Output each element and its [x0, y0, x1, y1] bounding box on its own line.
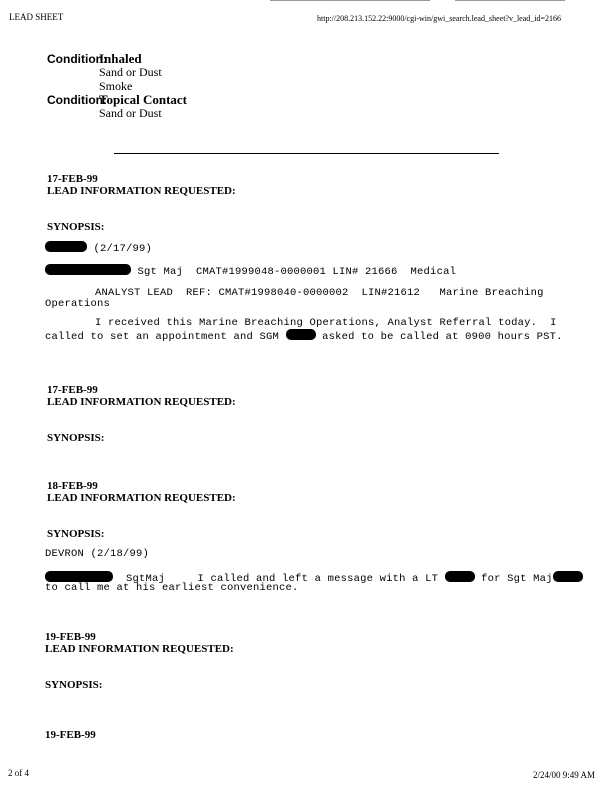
condition-name: Topical Contact	[99, 92, 187, 107]
redaction-mark	[45, 571, 113, 582]
entry-date: 17-FEB-99	[47, 384, 98, 396]
note-text: asked to be called at 0900 hours PST.	[322, 331, 563, 343]
print-timestamp: 2/24/00 9:49 AM	[533, 770, 596, 780]
redaction-mark	[286, 329, 316, 340]
note-line: I received this Marine Breaching Operations, Analyst Referral today. I	[95, 317, 557, 329]
lead-info-heading: LEAD INFORMATION REQUESTED:	[47, 396, 236, 408]
note-text: for Sgt Maj	[481, 573, 553, 585]
lead-info-heading: LEAD INFORMATION REQUESTED:	[47, 492, 236, 504]
section-divider	[114, 153, 499, 154]
note-text: SgtMaj	[126, 573, 166, 585]
lead-info-heading: LEAD INFORMATION REQUESTED:	[45, 643, 234, 655]
condition-item: Sand or Dust	[99, 65, 162, 79]
synopsis-heading: SYNOPSIS:	[47, 221, 105, 233]
redaction-mark	[45, 241, 87, 252]
note-date-line	[45, 241, 152, 255]
page-header-title: LEAD SHEET	[9, 12, 64, 22]
page-header-url: http://208.213.152.22:9000/cgi-win/gwi_search.lead_sheet?v_lead_id=2166	[317, 14, 562, 23]
synopsis-heading: SYNOPSIS:	[47, 528, 105, 540]
note-text: I called and left a message with a LT	[197, 573, 439, 585]
note-date: (2/17/99)	[93, 243, 153, 255]
condition-label: Condition:	[47, 52, 107, 66]
entry-date: 18-FEB-99	[47, 480, 98, 492]
entry-date: 19-FEB-99	[45, 729, 96, 741]
condition-label: Condition:	[47, 93, 107, 107]
redaction-mark	[45, 264, 131, 275]
note-line: Operations	[45, 298, 111, 310]
synopsis-heading: SYNOPSIS:	[47, 432, 105, 444]
lead-info-heading: LEAD INFORMATION REQUESTED:	[47, 185, 236, 197]
entry-date: 17-FEB-99	[47, 173, 98, 185]
scan-mark	[455, 0, 565, 1]
redaction-mark	[445, 571, 475, 582]
note-text: Sgt Maj CMAT#1999048-0000001 LIN# 21666 Medical	[137, 266, 457, 278]
condition-name: Inhaled	[99, 51, 142, 66]
note-line: to call me at his earliest convenience.	[45, 582, 299, 594]
note-line	[45, 264, 456, 278]
condition-item: Sand or Dust	[99, 106, 162, 120]
page-number: 2 of 4	[8, 768, 29, 778]
condition-item: Smoke	[99, 79, 133, 93]
note-text: called to set an appointment and SGM	[45, 331, 280, 343]
note-line: ANALYST LEAD REF: CMAT#1998040-0000002 LIN#21612 Marine Breaching	[95, 287, 544, 299]
entry-date: 19-FEB-99	[45, 631, 96, 643]
note-date: DEVRON (2/18/99)	[45, 548, 150, 560]
note-line	[45, 329, 563, 343]
synopsis-heading: SYNOPSIS:	[45, 679, 103, 691]
redaction-mark	[553, 571, 583, 582]
scan-mark	[270, 0, 430, 1]
